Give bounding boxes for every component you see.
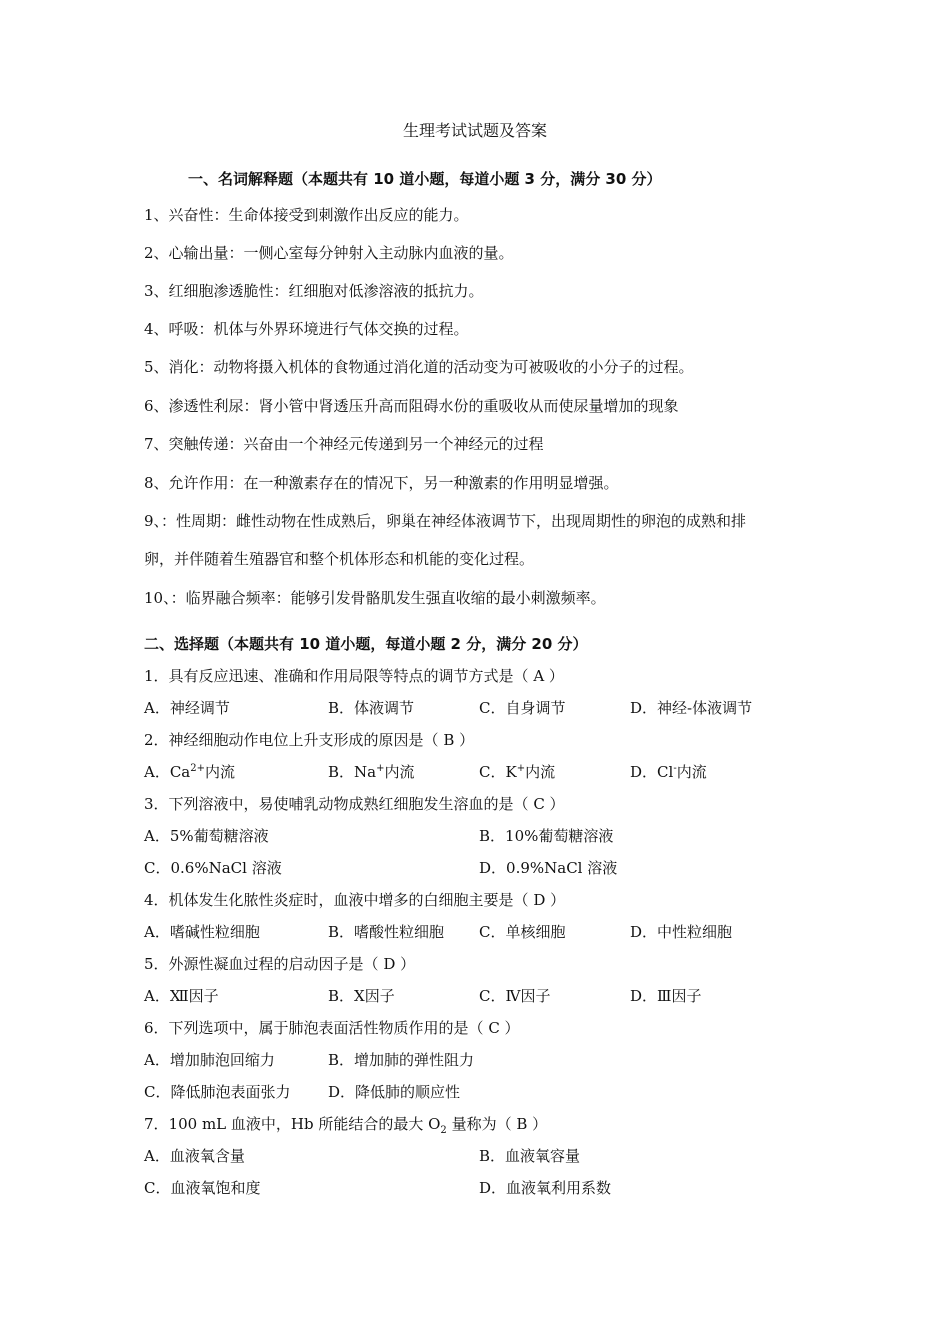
definition-10: 10、：临界融合频率：能够引发骨骼肌发生强直收缩的最小刺激频率。 [144, 589, 606, 607]
q1-option-b: B．体液调节 [328, 699, 415, 717]
q5-option-a: A．Ⅻ因子 [144, 987, 219, 1005]
page-title: 生理考试试题及答案 [402, 121, 547, 140]
q2-option-a-charge: 2+ [190, 763, 206, 774]
section2-heading: 二、选择题（本题共有 10 道小题，每道小题 2 分，满分 20 分） [144, 635, 588, 653]
q4-option-a: A．嗜碱性粒细胞 [144, 923, 260, 941]
definition-9-continued: 卵，并伴随着生殖器官和整个机体形态和机能的变化过程。 [144, 550, 535, 568]
q2-option-a-text: A．Ca [144, 763, 191, 781]
q7-stem-suffix: 量称为（ B ） [446, 1115, 548, 1133]
question-6-stem: 6．下列选项中，属于肺泡表面活性物质作用的是（ C ） [144, 1019, 520, 1037]
q2-option-a-suffix: 内流 [205, 763, 236, 781]
section1-heading: 一、名词解释题（本题共有 10 道小题，每道小题 3 分，满分 30 分） [188, 170, 662, 188]
definition-5: 5、消化：动物将摄入机体的食物通过消化道的活动变为可被吸收的小分子的过程。 [144, 358, 694, 376]
question-1-stem: 1．具有反应迅速、准确和作用局限等特点的调节方式是（ A ） [144, 667, 564, 685]
q6-option-a: A．增加肺泡回缩力 [144, 1051, 275, 1069]
q2-option-c-charge: + [516, 763, 526, 774]
q4-option-d: D．中性粒细胞 [630, 923, 733, 941]
q3-option-b: B．10%葡萄糖溶液 [479, 827, 614, 845]
q2-option-d-suffix: 内流 [676, 763, 707, 781]
definition-8: 8、允许作用：在一种激素存在的情况下，另一种激素的作用明显增强。 [144, 474, 619, 492]
q1-option-d: D．神经-体液调节 [630, 699, 753, 717]
q2-option-d [630, 761, 707, 782]
q2-option-c [479, 761, 555, 782]
q6-option-d: D．降低肺的顺应性 [328, 1083, 461, 1101]
definition-1: 1、兴奋性：生命体接受到刺激作出反应的能力。 [144, 206, 469, 224]
q2-option-a [144, 761, 235, 782]
definition-4: 4、呼吸：机体与外界环境进行气体交换的过程。 [144, 320, 469, 338]
q6-option-c: C．降低肺泡表面张力 [144, 1083, 291, 1101]
q2-option-b-charge: + [376, 763, 385, 774]
q2-option-b [328, 761, 415, 782]
q7-option-d: D．血液氧利用系数 [479, 1179, 612, 1197]
q5-option-d: D．Ⅲ因子 [630, 987, 702, 1005]
q1-option-a: A．神经调节 [144, 699, 230, 717]
q2-option-d-text: D．Cl [630, 763, 674, 781]
q2-option-c-text: C．K [479, 763, 517, 781]
question-3-stem: 3．下列溶液中，易使哺乳动物成熟红细胞发生溶血的是（ C ） [144, 795, 565, 813]
question-4-stem: 4．机体发生化脓性炎症时，血液中增多的白细胞主要是（ D ） [144, 891, 566, 909]
q2-option-c-suffix: 内流 [525, 763, 556, 781]
definition-3: 3、红细胞渗透脆性：红细胞对低渗溶液的抵抗力。 [144, 282, 484, 300]
q3-option-a: A．5%葡萄糖溶液 [144, 827, 269, 845]
q1-option-c: C．自身调节 [479, 699, 566, 717]
definition-2: 2、心输出量：一侧心室每分钟射入主动脉内血液的量。 [144, 244, 514, 262]
q7-stem-subscript: 2 [440, 1125, 447, 1136]
q2-option-b-text: B．Na [328, 763, 377, 781]
question-7-stem [144, 1113, 547, 1136]
q3-option-d: D．0.9%NaCl 溶液 [479, 859, 618, 877]
q2-option-b-suffix: 内流 [384, 763, 415, 781]
q4-option-b: B．嗜酸性粒细胞 [328, 923, 445, 941]
definition-7: 7、突触传递：兴奋由一个神经元传递到另一个神经元的过程 [144, 435, 544, 453]
question-5-stem: 5．外源性凝血过程的启动因子是（ D ） [144, 955, 416, 973]
q7-option-a: A．血液氧含量 [144, 1147, 245, 1165]
q3-option-c: C．0.6%NaCl 溶液 [144, 859, 282, 877]
q5-option-c: C．Ⅳ因子 [479, 987, 551, 1005]
q5-option-b: B．Ⅹ因子 [328, 987, 395, 1005]
q7-option-c: C．血液氧饱和度 [144, 1179, 261, 1197]
q7-option-b: B．血液氧容量 [479, 1147, 581, 1165]
definition-9: 9、：性周期：雌性动物在性成熟后，卵巢在神经体液调节下，出现周期性的卵泡的成熟和排 [144, 512, 747, 530]
question-2-stem: 2．神经细胞动作电位上升支形成的原因是（ B ） [144, 731, 475, 749]
q4-option-c: C．单核细胞 [479, 923, 566, 941]
q6-option-b: B．增加肺的弹性阻力 [328, 1051, 475, 1069]
definition-6: 6、渗透性利尿：肾小管中肾透压升高而阻碍水份的重吸收从而使尿量增加的现象 [144, 397, 679, 415]
q2-option-d-charge: - [673, 763, 677, 774]
q7-stem-text: 7．100 mL 血液中，Hb 所能结合的最大 O [144, 1115, 441, 1133]
